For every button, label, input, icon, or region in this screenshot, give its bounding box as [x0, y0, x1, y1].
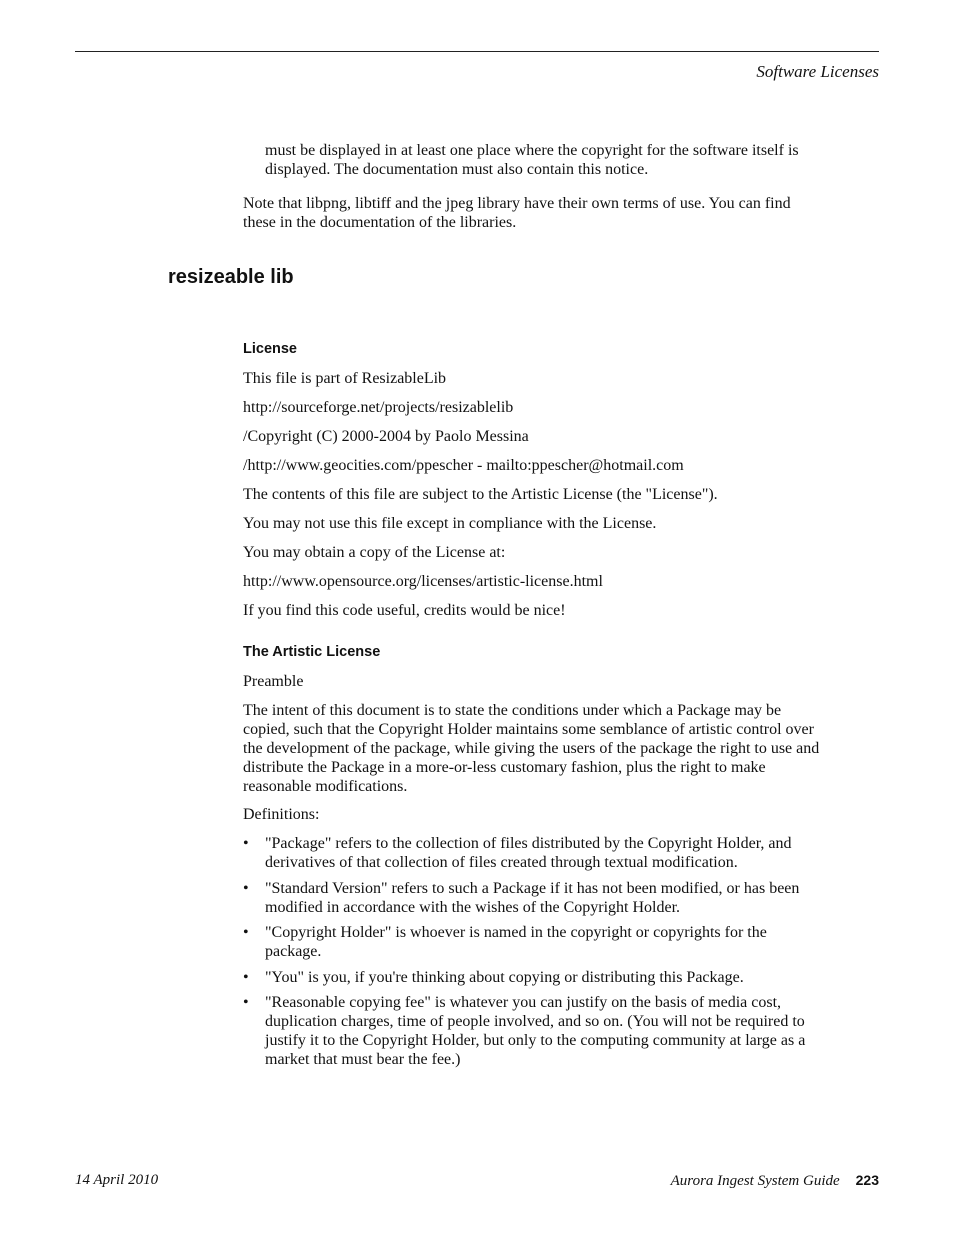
footer-right — [671, 1172, 879, 1190]
bullet-mark: • — [243, 994, 249, 1011]
bullet-mark: • — [243, 969, 249, 986]
bullet-mark: • — [243, 924, 249, 941]
page-number: 223 — [855, 1172, 879, 1188]
definition-text: "You" is you, if you're thinking about copying or distributing this Package. — [265, 969, 744, 986]
license-line: /Copyright (C) 2000-2004 by Paolo Messina — [243, 428, 529, 445]
footer-date: 14 April 2010 — [75, 1172, 159, 1188]
section-title: resizeable lib — [168, 266, 294, 288]
footer-guide-title: Aurora Ingest System Guide — [670, 1173, 840, 1189]
bullet-mark: • — [243, 880, 249, 897]
license-line: You may not use this file except in compliance with the License. — [243, 515, 657, 532]
license-line: This file is part of ResizableLib — [243, 370, 447, 387]
license-line: If you find this code useful, credits would be nice! — [243, 602, 566, 619]
intent-paragraph: The intent of this document is to state the conditions under which a Package may be copied, such that the Copyright Holder maintains some semblance of artistic control over the development of the package, while giving the users of the package the right to use and distribute the Package in a more-or-less customary fashion, plus the right to make reasonable modifications. — [243, 702, 820, 795]
definition-text: "Standard Version" refers to such a Package if it has not been modified, or has been modified in accordance with the wishes of the Copyright Holder. — [265, 880, 800, 916]
preamble-label: Preamble — [243, 673, 304, 690]
header-rule — [75, 51, 879, 52]
definition-text: "Copyright Holder" is whoever is named in the copyright or copyrights for the package. — [265, 924, 767, 960]
continued-paragraph: must be displayed in at least one place where the copyright for the software itself is displayed. The documentation must also contain this notice. — [265, 142, 799, 178]
license-line: http://sourceforge.net/projects/resizablelib — [243, 399, 514, 416]
bullet-mark: • — [243, 835, 249, 852]
definition-text: "Package" refers to the collection of files distributed by the Copyright Holder, and derivatives of that collection of files created through textual modification. — [265, 835, 792, 871]
artistic-license-heading: The Artistic License — [243, 644, 381, 660]
license-line: You may obtain a copy of the License at: — [243, 544, 506, 561]
definitions-label: Definitions: — [243, 806, 320, 823]
license-line: The contents of this file are subject to the Artistic License (the "License"). — [243, 486, 718, 503]
license-heading: License — [243, 341, 297, 357]
license-line: /http://www.geocities.com/ppescher - mailto:ppescher@hotmail.com — [243, 457, 684, 474]
license-line: http://www.opensource.org/licenses/artistic-license.html — [243, 573, 603, 590]
running-header: Software Licenses — [756, 62, 879, 81]
definition-text: "Reasonable copying fee" is whatever you can justify on the basis of media cost, duplication charges, time of people involved, and so on. (You will not be required to justify it to the Copyright Holder, but only to the computing community at large as a market that must bear the fee.) — [265, 994, 806, 1068]
libraries-note: Note that libpng, libtiff and the jpeg library have their own terms of use. You can find these in the documentation of the libraries. — [243, 195, 791, 231]
